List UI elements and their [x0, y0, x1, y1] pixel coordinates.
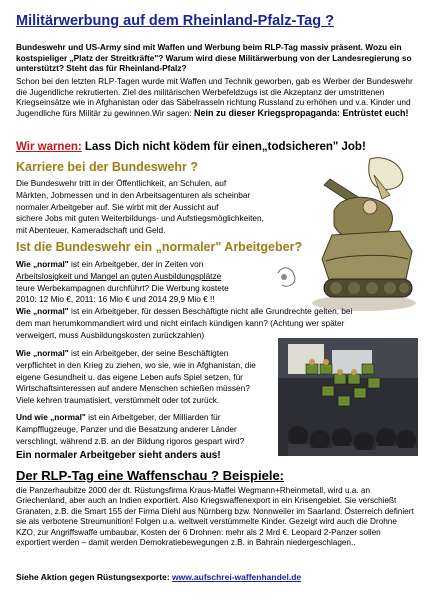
footer-link[interactable]: www.aufschrei-waffenhandel.de [172, 572, 302, 582]
intro-text: Schon bei den letzten RLP-Tagen wurde mit Waffen und Technik geworben, gab es Werber der Bundeswehr die Jugendliche rekrutierten. Ziel des militärischen Werbefeldzugs ist die Akzeptanz der umstrittenen Kriegseinsätze wie in Afghanistan oder das Säbelrasseln richtung Russland zu erhöhen und v.a. Kinder und Jugendliche fürs Militär zu gewinnen.Wir sagen: [16, 76, 413, 118]
section2-p2-prefix: Wie „normal" [16, 306, 69, 316]
section2-p3-line: verpflichtet in den Krieg zu ziehen, wo sie, wie in Afghanistan, die [16, 359, 256, 370]
section2-conclusion: Ein normaler Arbeitgeber sieht anders aus! [16, 450, 221, 461]
soldiers-photo [278, 338, 418, 456]
section1-line: Die Bundeswehr tritt in der Öffentlichkeit, an Schulen, auf [16, 178, 227, 188]
section1-line: normaler Arbeitgeber auf. Sie wirbt mit der Aussicht auf [16, 201, 219, 212]
footer-text: Siehe Aktion gegen Rüstungsexporte: [16, 572, 170, 582]
section2-p4-line: Kampfflugzeuge, Panzer und die Besatzung anderer Länder [16, 423, 237, 434]
intro-paragraph [16, 76, 414, 118]
tank-cartoon-illustration [274, 155, 418, 315]
section2-heading: Ist die Bundeswehr ein „normaler" Arbeitgeber? [16, 240, 303, 254]
lead-paragraph: Bundeswehr und US-Army sind mit Waffen und Werbung beim RLP-Tag massiv präsent. Wozu ein kostspieliger „Platz der Streitkräfte"? Warum wird diese Militärwerbung von der Landesregierung so unterstützt? Steht das für Rheinland-Pfalz? [16, 42, 412, 74]
footer-line [16, 572, 414, 582]
section2-paragraph-3 [16, 348, 282, 407]
section2-p3-line: Wirtschaftsinteressen auf andere Menschen schießen müssen? [16, 383, 250, 394]
section2-p2-line: ist ein Arbeitgeber, für dessen Beschäftigte nicht alle Grundrechte gelten, bei [68, 306, 353, 316]
section2-p1-line: Arbeitslosigkeit und Mangel an guten Ausbildungsplätze [16, 270, 222, 281]
section2-p2-line: verweigert, muss Ausbildungskosten zurückzahlen) [16, 329, 205, 340]
section2-p2-line: dem man herumkommandiert wird und nicht einfach kündigen kann? (Achtung wer später [16, 317, 345, 328]
section1-body [16, 178, 286, 237]
section2-p4-line: ist ein Arbeitgeber, der Milliarden für [85, 412, 221, 422]
section2-paragraph-4 [16, 412, 282, 447]
section1-line: sichere Jobs mit guten Weiterbildungs- und Aufstiegsmöglichkeiten, [16, 213, 264, 224]
section2-p3-line: Viele kehren traumatisiert, verstümmelt oder tot zurück. [16, 395, 220, 406]
section2-p1-line: teure Werbekampagnen durchführt? Die Werbung kostete [16, 282, 229, 293]
section2-p1-line: 2010: 12 Mio €, 2011: 16 Mio € und 2014 29,9 Mio € !! [16, 294, 215, 305]
section2-p4-line: verschlingt, während z.B. an der Bildung rigoros gespart wird? [16, 435, 245, 446]
section1-line: Märkten, Jobmessen und in den Arbeitsagenturen als scheinbar [16, 189, 251, 200]
section2-p4-prefix: Und wie „normal" [16, 412, 86, 422]
intro-strong: Nein zu dieser Kriegspropaganda: Entrüstet euch! [194, 107, 409, 118]
page-title: Militärwerbung auf dem Rheinland-Pfalz-Tag ? [16, 13, 334, 29]
warning-line [16, 140, 414, 154]
section1-heading: Karriere bei der Bundeswehr ? [16, 160, 199, 174]
section3-heading: Der RLP-Tag eine Waffenschau ? Beispiele: [16, 468, 284, 483]
section2-p3-prefix: Wie „normal" [16, 348, 69, 358]
section2-paragraph-1 [16, 259, 282, 306]
section2-p3-line: ist ein Arbeitgeber, der seine Beschäftigten [68, 348, 229, 358]
section2-paragraph-2 [16, 306, 416, 341]
section2-p1-line: ist ein Arbeitgeber, der in Zeiten von [68, 259, 204, 269]
section2-p3-line: eigene Gesundheit u. das eigene Leben aufs Spiel setzen, für [16, 371, 243, 382]
section2-p1-prefix: Wie „normal" [16, 259, 69, 269]
warning-label: Wir warnen: [16, 141, 82, 153]
section3-body: die Panzerhaubitze 2000 der dt. Rüstungsfirma Kraus-Maffei Wegmann+Rheinmetall, wird u.a. an Griechenland, aber auch an Indien exportiert. Also Kriegswaffenexport in ein Krisengebiet. Sie verschießt Granaten, z.B. die Smart 155 der Firma Diehl aus Nürnberg bzw. Nonnweiler im Saarland. Österreich definiert sie als verbotene Streumunition! Folgen u.a. weltweit verstümmelte Kinder. Gezeigt wird auch die Drohne KZO, zur Angriffswaffe umbaubar, Kosten der 6 Drohnen: mehr als 2 Mrd €. Leopard 2-Panzer sollen exportiert werden – damit werden Demokratiebewegungen z.B. in Bahrain niedergeschlagen.. [16, 486, 414, 548]
section1-line: mit Abenteuer, Kameradschaft und Geld. [16, 225, 166, 236]
warning-text: Lass Dich nicht ködem für einen„todsicheren" Job! [84, 141, 366, 153]
